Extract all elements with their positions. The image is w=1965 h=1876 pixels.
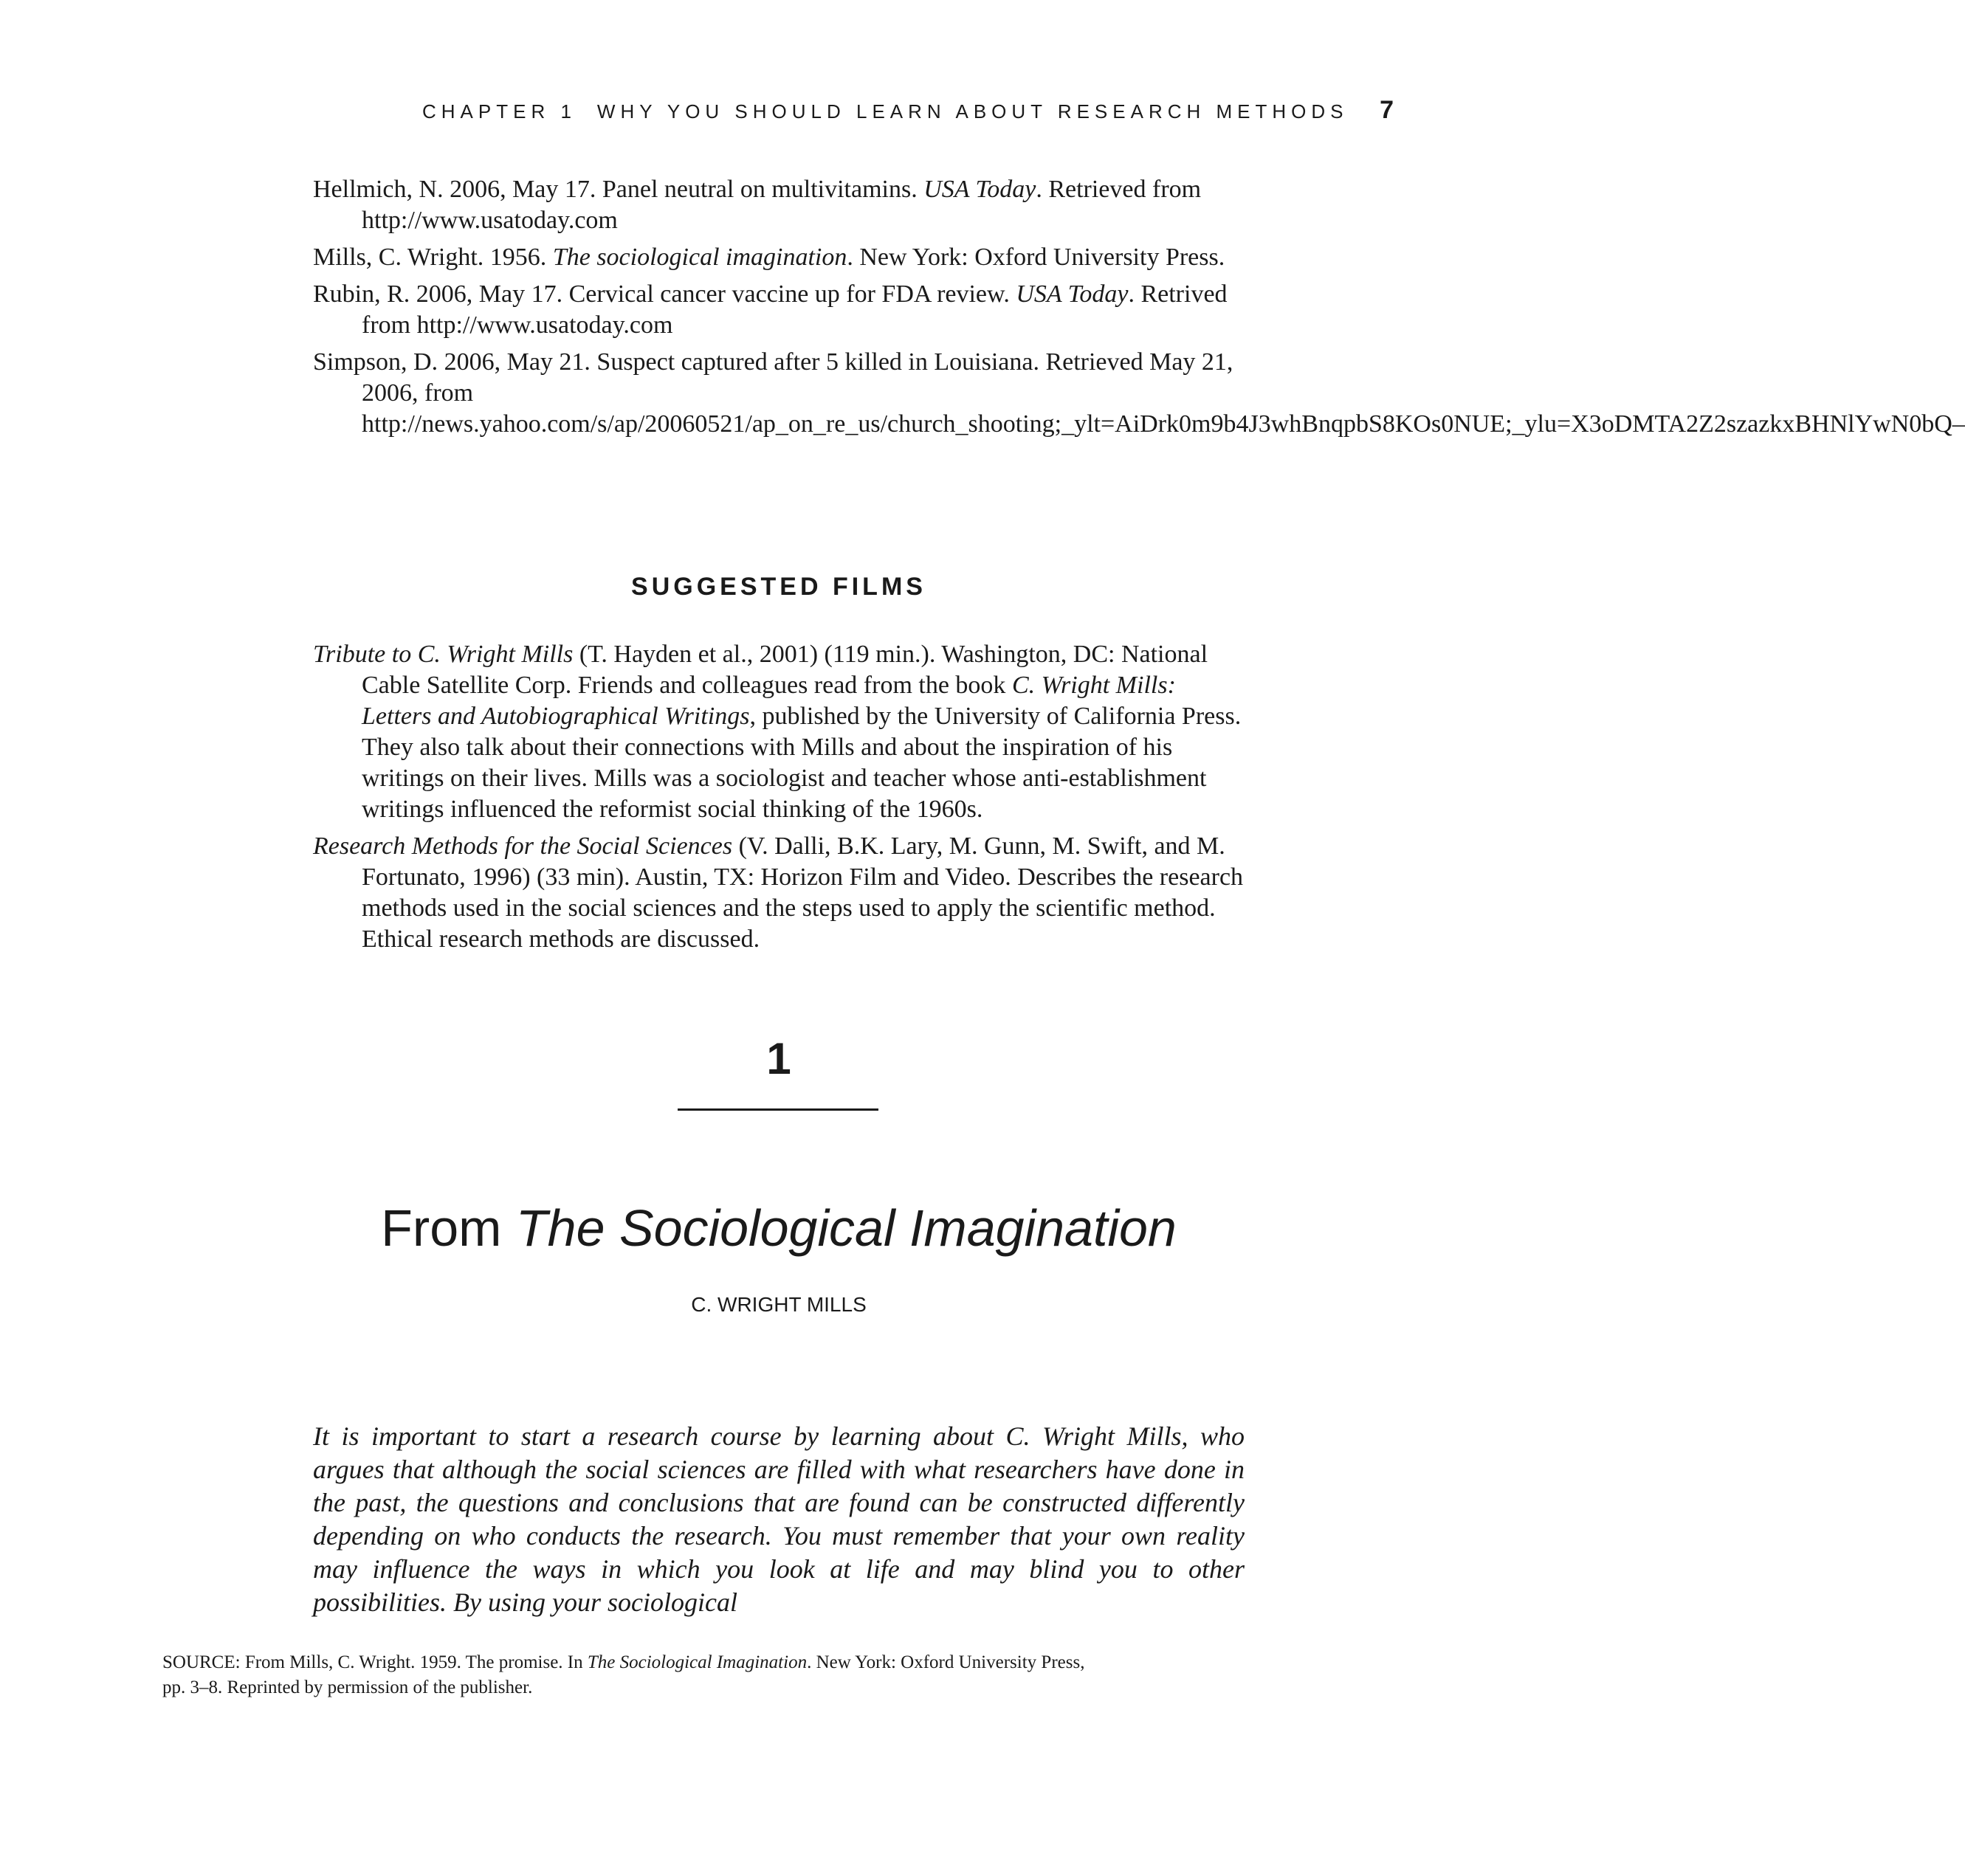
film-entry: Research Methods for the Social Sciences (V. Dalli, B.K. Lary, M. Gunn, M. Swift, and M. Fortunato, 1996) (33 min). Austin, TX: Horizon Film and Video. Describes the research methods used in the social sciences and the steps used to apply the scientific method. Ethical research methods are discussed. xyxy=(313,832,1244,953)
divider-rule xyxy=(678,1108,878,1111)
suggested-films-heading: SUGGESTED FILMS xyxy=(631,573,926,601)
running-head xyxy=(422,100,1349,123)
reference-entry: Mills, C. Wright. 1956. The sociological imagination. New York: Oxford University Press. xyxy=(313,244,1225,271)
source-footnote: SOURCE: From Mills, C. Wright. 1959. The promise. In The Sociological Imagination. New York: Oxford University Press, pp. 3–8. Reprinted by permission of the publisher. xyxy=(162,1652,1085,1697)
reading-number: 1 xyxy=(766,1034,791,1083)
reference-entry: Simpson, D. 2006, May 21. Suspect captured after 5 killed in Louisiana. Retrieved May 21, 2006, from http://news.yahoo.com/s/ap/20060521/ap_on_re_us/church_shooting;_ylt=AiDrk0m9b4J3whBnqpbS8KOs0NUE;_ylu=X3oDMTA2Z2szazkxBHNlYwN0bQ– xyxy=(313,348,1965,438)
reading-author: C. WRIGHT MILLS xyxy=(691,1293,867,1316)
reference-entry: Rubin, R. 2006, May 17. Cervical cancer vaccine up for FDA review. USA Today. Retrived from http://www.usatoday.com xyxy=(313,280,1228,339)
reading-intro: It is important to start a research course by learning about C. Wright Mills, who argues that although the social sciences are filled with what researchers have done in the past, the questions and conclusions that are found can be constructed differently depending on who conducts the research. You must remember that your own reality may influence the ways in which you look at life and may blind you to other possibilities. By using your sociological xyxy=(313,1421,1245,1617)
running-head-title: WHY YOU SHOULD LEARN ABOUT RESEARCH METHODS xyxy=(596,100,1349,123)
running-head-chapter: CHAPTER 1 xyxy=(422,100,577,123)
suggested-films-list xyxy=(313,639,1245,961)
reading-title: From The Sociological Imagination xyxy=(381,1199,1177,1257)
reference-entry: Hellmich, N. 2006, May 17. Panel neutral on multivitamins. USA Today. Retrieved from http://www.usatoday.com xyxy=(313,176,1202,234)
reference-list xyxy=(313,174,1965,446)
page-number: 7 xyxy=(1380,96,1394,124)
film-entry: Tribute to C. Wright Mills (T. Hayden et al., 2001) (119 min.). Washington, DC: National Cable Satellite Corp. Friends and colleagues read from the book C. Wright Mills: Letters and Autobiographical Writings, published by the University of California Press. They also talk about their connections with Mills and about the inspiration of his writings on their lives. Mills was a sociologist and teacher whose anti-establishment writings influenced the reformist social thinking of the 1960s. xyxy=(313,641,1242,823)
